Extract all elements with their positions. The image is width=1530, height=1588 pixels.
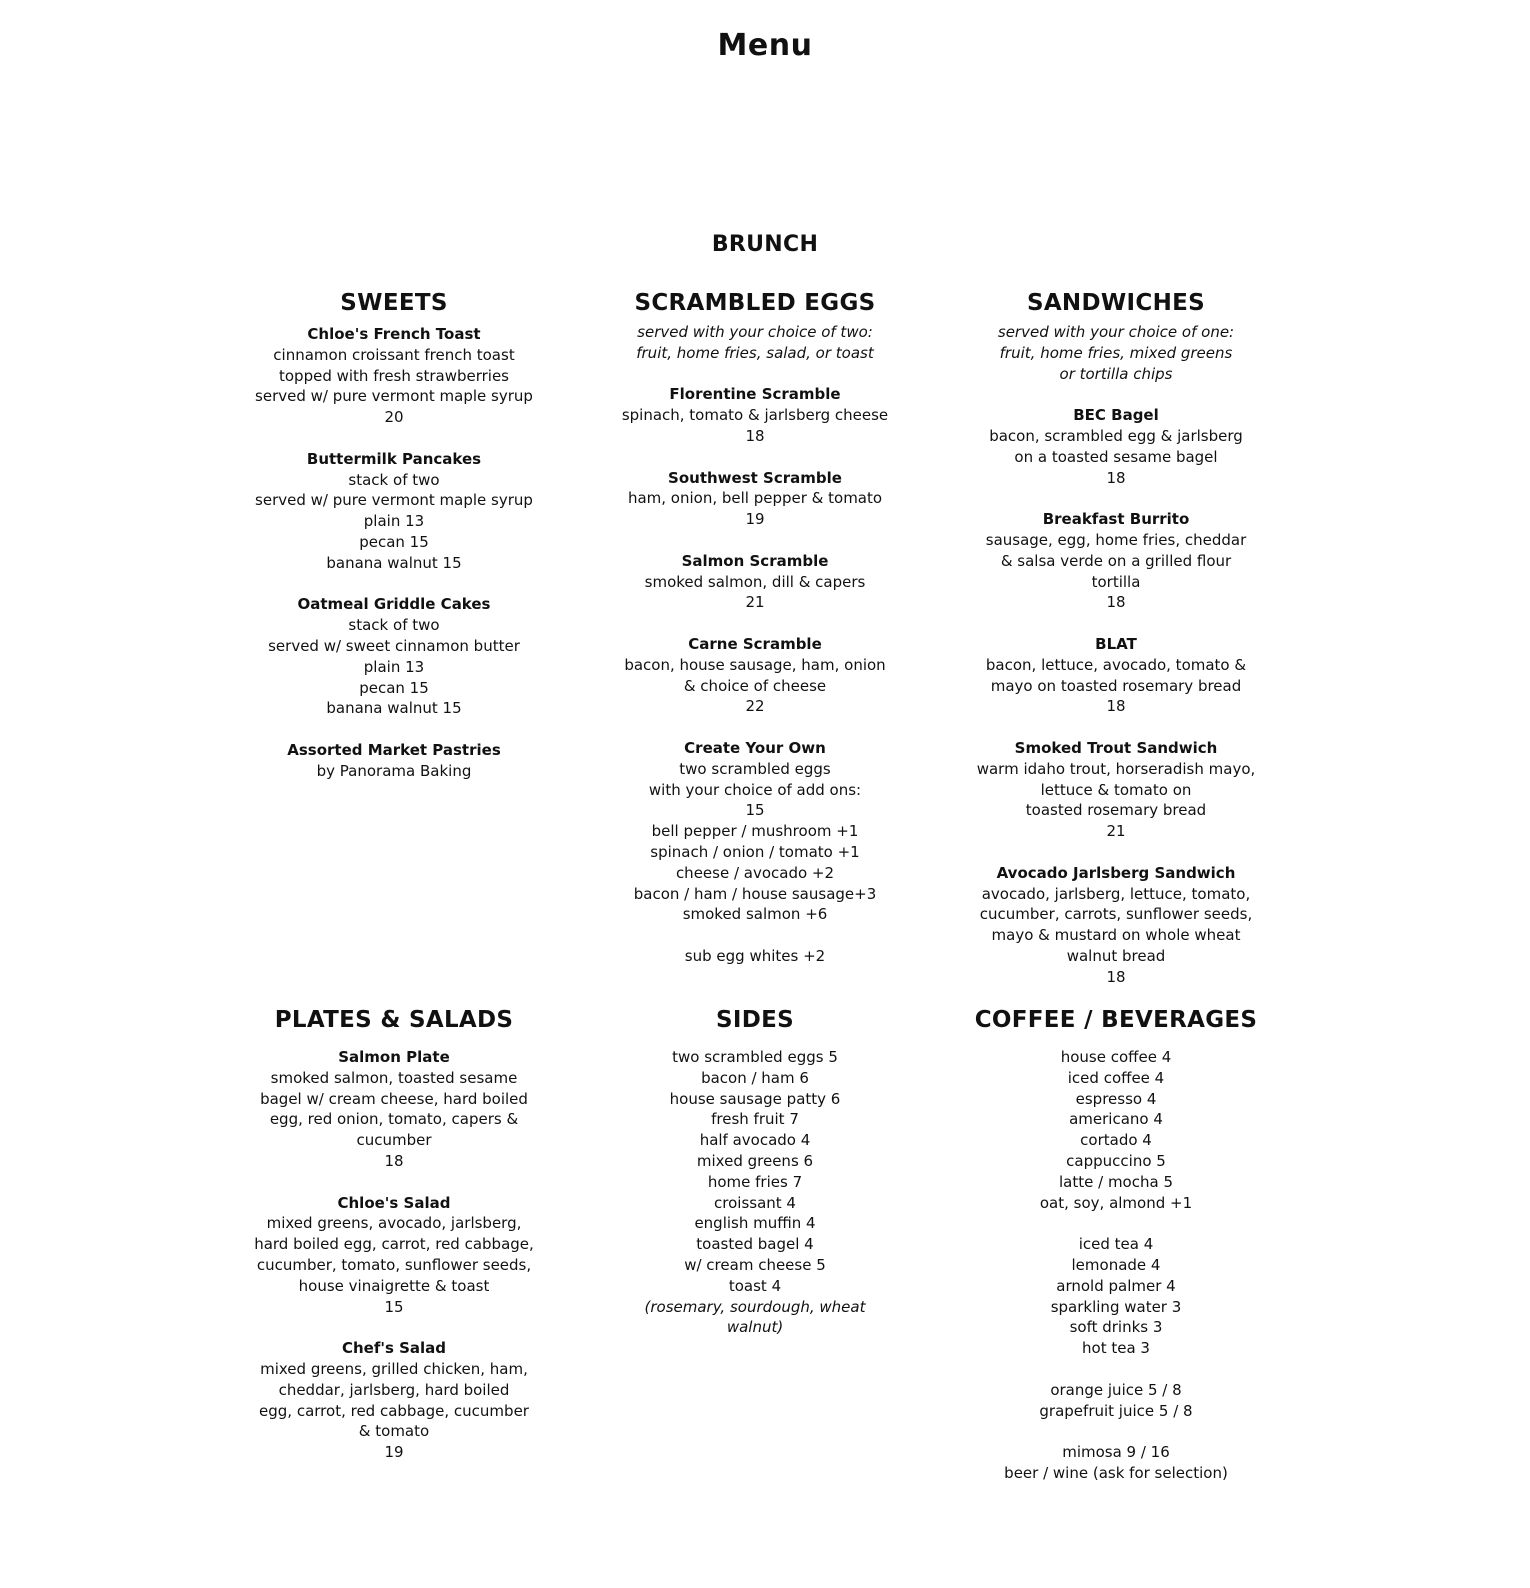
beverage-group <box>951 1047 1281 1213</box>
menu-item-description: walnut bread <box>1066 946 1166 965</box>
menu-item-description: & salsa verde on a grilled flour <box>1000 551 1232 570</box>
menu-item-description: mayo on toasted rosemary bread <box>990 676 1242 695</box>
menu-item-name: BEC Bagel <box>1073 406 1159 425</box>
beverage-item: iced coffee 4 <box>1067 1068 1165 1087</box>
menu-item-name: Chef's Salad <box>341 1339 447 1358</box>
menu-item <box>229 1338 559 1463</box>
section-title-brunch: BRUNCH <box>711 232 819 257</box>
column-heading: SWEETS <box>340 290 448 316</box>
side-item: two scrambled eggs 5 <box>672 1048 838 1066</box>
menu-item <box>229 324 559 428</box>
menu-item-description: toasted rosemary bread <box>1025 801 1207 820</box>
menu-item-description: served w/ pure vermont maple syrup <box>255 491 533 510</box>
menu-item-description: 18 <box>1106 593 1126 612</box>
beverage-item: arnold palmer 4 <box>1056 1276 1176 1295</box>
menu-item <box>951 863 1281 988</box>
menu-item-description: cucumber, tomato, sunflower seeds, <box>256 1255 532 1274</box>
menu-item-description: banana walnut 15 <box>326 699 462 718</box>
sides-note-line: (rosemary, sourdough, wheat <box>644 1297 866 1316</box>
menu-item-description: mixed greens, avocado, jarlsberg, <box>266 1214 522 1233</box>
menu-item-description: egg, red onion, tomato, capers & <box>269 1110 519 1129</box>
beverage-item: orange juice 5 / 8 <box>1050 1380 1182 1399</box>
column-sweets <box>229 288 559 782</box>
menu-item-name: Southwest Scramble <box>668 468 842 487</box>
menu-item-name: Oatmeal Griddle Cakes <box>297 595 491 614</box>
column-heading: COFFEE / BEVERAGES <box>974 1007 1258 1033</box>
menu-item-description: 21 <box>1106 822 1126 841</box>
menu-item-name: Create Your Own <box>684 738 826 757</box>
menu-item-name: Chloe's French Toast <box>307 325 481 343</box>
menu-item-description: sub egg whites +2 <box>684 946 826 965</box>
menu-item-description: plain 13 <box>363 657 425 676</box>
beverage-item: espresso 4 <box>1075 1089 1157 1108</box>
menu-item-description: egg, carrot, red cabbage, cucumber <box>259 1401 529 1420</box>
menu-item <box>229 1047 559 1172</box>
column-note-line: served with your choice of two: <box>637 323 873 341</box>
menu-item-description: bacon, house sausage, ham, onion <box>624 655 886 674</box>
menu-item-description: spinach / onion / tomato +1 <box>650 842 860 861</box>
menu-item-description: bacon, scrambled egg & jarlsberg <box>989 426 1243 445</box>
side-item: mixed greens 6 <box>696 1151 814 1170</box>
menu-item <box>951 405 1281 488</box>
menu-item-description: lettuce & tomato on <box>1040 780 1192 799</box>
menu-item-description: tortilla <box>1091 572 1141 591</box>
menu-item-description: 15 <box>384 1297 404 1316</box>
column-heading: SIDES <box>716 1007 794 1033</box>
menu-item-description: avocado, jarlsberg, lettuce, tomato, <box>981 884 1251 903</box>
column-coffee-beverages <box>951 1005 1281 1484</box>
menu-item-description: 21 <box>745 593 765 612</box>
menu-item-description: served w/ pure vermont maple syrup <box>255 387 533 406</box>
column-heading: PLATES & SALADS <box>274 1007 514 1033</box>
menu-item-description: smoked salmon, dill & capers <box>644 572 866 591</box>
beverage-group <box>951 1442 1281 1484</box>
menu-item-description: 18 <box>384 1151 404 1170</box>
beverage-group <box>951 1234 1281 1359</box>
menu-item-description: pecan 15 <box>359 532 429 551</box>
menu-item-description: with your choice of add ons: <box>648 780 862 799</box>
menu-item-description: pecan 15 <box>359 678 429 697</box>
menu-item <box>229 1193 559 1318</box>
menu-item-description: sausage, egg, home fries, cheddar <box>985 530 1247 549</box>
menu-item-description: cucumber, carrots, sunflower seeds, <box>979 905 1253 924</box>
menu-item-description: cheese / avocado +2 <box>675 863 835 882</box>
menu-item-name: Avocado Jarlsberg Sandwich <box>996 863 1236 882</box>
side-item: toast 4 <box>728 1276 782 1295</box>
menu-item-name: Breakfast Burrito <box>1042 510 1190 529</box>
menu-item-name: Smoked Trout Sandwich <box>1014 738 1218 757</box>
menu-item-description: & tomato <box>358 1422 430 1441</box>
menu-item <box>951 738 1281 842</box>
beverage-group <box>951 1380 1281 1422</box>
menu-item-description: 15 <box>745 801 765 820</box>
beverage-item: mimosa 9 / 16 <box>1062 1443 1170 1462</box>
menu-item-description: cinnamon croissant french toast <box>273 345 515 364</box>
menu-item <box>229 740 559 782</box>
menu-item-description: 20 <box>384 408 404 427</box>
beverage-item: cappuccino 5 <box>1066 1151 1166 1170</box>
menu-item-description: served w/ sweet cinnamon butter <box>268 636 520 655</box>
menu-item-description: stack of two <box>348 616 440 635</box>
beverage-item: latte / mocha 5 <box>1059 1172 1173 1191</box>
beverage-item: sparkling water 3 <box>1050 1297 1182 1316</box>
menu-item-name: Salmon Scramble <box>681 551 829 570</box>
menu-item-description: mayo & mustard on whole wheat <box>991 926 1241 945</box>
side-item: bacon / ham 6 <box>701 1068 809 1087</box>
beverage-item: grapefruit juice 5 / 8 <box>1039 1401 1193 1420</box>
side-item: w/ cream cheese 5 <box>684 1255 826 1274</box>
side-item: croissant 4 <box>714 1193 796 1212</box>
menu-item <box>590 384 920 446</box>
menu-item-description: by Panorama Baking <box>316 761 472 780</box>
menu-item-description: 18 <box>1106 468 1126 487</box>
menu-item-description: bacon / ham / house sausage+3 <box>633 884 877 903</box>
menu-item-description: 18 <box>1106 967 1126 986</box>
page-title: Menu <box>717 28 813 63</box>
menu-item-description: 19 <box>745 510 765 529</box>
menu-item <box>590 634 920 717</box>
menu-item-description: & choice of cheese <box>683 676 827 695</box>
menu-item-name: Florentine Scramble <box>669 385 841 404</box>
menu-item-description: banana walnut 15 <box>326 553 462 572</box>
menu-item-description: 18 <box>745 426 765 445</box>
sides-note <box>590 1297 920 1339</box>
side-item: house sausage patty 6 <box>669 1089 841 1108</box>
column-sandwiches <box>951 288 1281 988</box>
beverage-item: lemonade 4 <box>1071 1255 1161 1274</box>
beverage-item: beer / wine (ask for selection) <box>1004 1463 1228 1482</box>
menu-item-name: Salmon Plate <box>338 1048 450 1066</box>
beverage-item: soft drinks 3 <box>1069 1318 1163 1337</box>
menu-item-name: BLAT <box>1095 634 1137 653</box>
sides-list <box>590 1047 920 1297</box>
column-note-line: served with your choice of one: <box>997 323 1235 341</box>
column-note <box>590 322 920 364</box>
menu-item-name: Assorted Market Pastries <box>287 740 501 759</box>
menu-item-description: smoked salmon +6 <box>682 905 828 924</box>
menu-item-description: 19 <box>384 1443 404 1462</box>
menu-item <box>229 594 559 719</box>
column-sides <box>590 1005 920 1338</box>
menu-item-description: ham, onion, bell pepper & tomato <box>627 489 883 508</box>
beverage-item: americano 4 <box>1069 1110 1163 1129</box>
sides-note-line: walnut) <box>726 1318 784 1337</box>
menu-item <box>590 551 920 613</box>
menu-item-description: warm idaho trout, horseradish mayo, <box>976 759 1256 778</box>
menu-item-description: bell pepper / mushroom +1 <box>651 822 859 841</box>
menu-item-description: mixed greens, grilled chicken, ham, <box>260 1359 528 1378</box>
side-item: toasted bagel 4 <box>696 1235 814 1254</box>
beverage-item: cortado 4 <box>1080 1131 1152 1150</box>
column-note <box>951 322 1281 384</box>
beverage-item: oat, soy, almond +1 <box>1039 1193 1193 1212</box>
menu-item-description: bagel w/ cream cheese, hard boiled <box>260 1089 528 1108</box>
menu-item <box>590 468 920 530</box>
menu-item-description: smoked salmon, toasted sesame <box>270 1068 518 1087</box>
column-note-line: fruit, home fries, salad, or toast <box>636 343 874 362</box>
menu-item <box>951 509 1281 613</box>
menu-item-description: two scrambled eggs <box>679 759 831 778</box>
column-note-line: fruit, home fries, mixed greens <box>999 343 1233 362</box>
menu-item-description: cucumber <box>356 1131 432 1150</box>
column-scrambled-eggs <box>590 288 920 967</box>
menu-item-name: Buttermilk Pancakes <box>306 449 482 468</box>
menu-item-description: spinach, tomato & jarlsberg cheese <box>621 406 889 425</box>
menu-item-description: hard boiled egg, carrot, red cabbage, <box>254 1235 534 1254</box>
column-heading: SANDWICHES <box>1026 290 1206 316</box>
menu-item-description: on a toasted sesame bagel <box>1014 447 1218 466</box>
beverage-item: house coffee 4 <box>1060 1048 1172 1066</box>
menu-item-description: stack of two <box>348 470 440 489</box>
side-item: home fries 7 <box>707 1172 803 1191</box>
spacer <box>590 925 920 946</box>
menu-item-description: 22 <box>745 697 765 716</box>
menu-item-description: cheddar, jarlsberg, hard boiled <box>278 1380 510 1399</box>
menu-item-description: house vinaigrette & toast <box>298 1276 490 1295</box>
beverage-item: iced tea 4 <box>1078 1235 1154 1254</box>
menu-item-description: topped with fresh strawberries <box>278 366 509 385</box>
menu-item <box>951 634 1281 717</box>
menu-item-name: Chloe's Salad <box>337 1193 451 1212</box>
side-item: english muffin 4 <box>694 1214 816 1233</box>
column-note-line: or tortilla chips <box>1059 364 1173 383</box>
menu-item <box>590 738 920 967</box>
menu-item-description: bacon, lettuce, avocado, tomato & <box>985 655 1247 674</box>
beverage-item: hot tea 3 <box>1082 1339 1150 1358</box>
menu-item-name: Carne Scramble <box>688 634 822 653</box>
side-item: half avocado 4 <box>699 1131 811 1150</box>
column-plates-salads <box>229 1005 559 1463</box>
menu-item <box>229 449 559 574</box>
column-heading: SCRAMBLED EGGS <box>634 290 876 316</box>
menu-item-description: 18 <box>1106 697 1126 716</box>
side-item: fresh fruit 7 <box>711 1110 799 1129</box>
menu-item-description: plain 13 <box>363 512 425 531</box>
